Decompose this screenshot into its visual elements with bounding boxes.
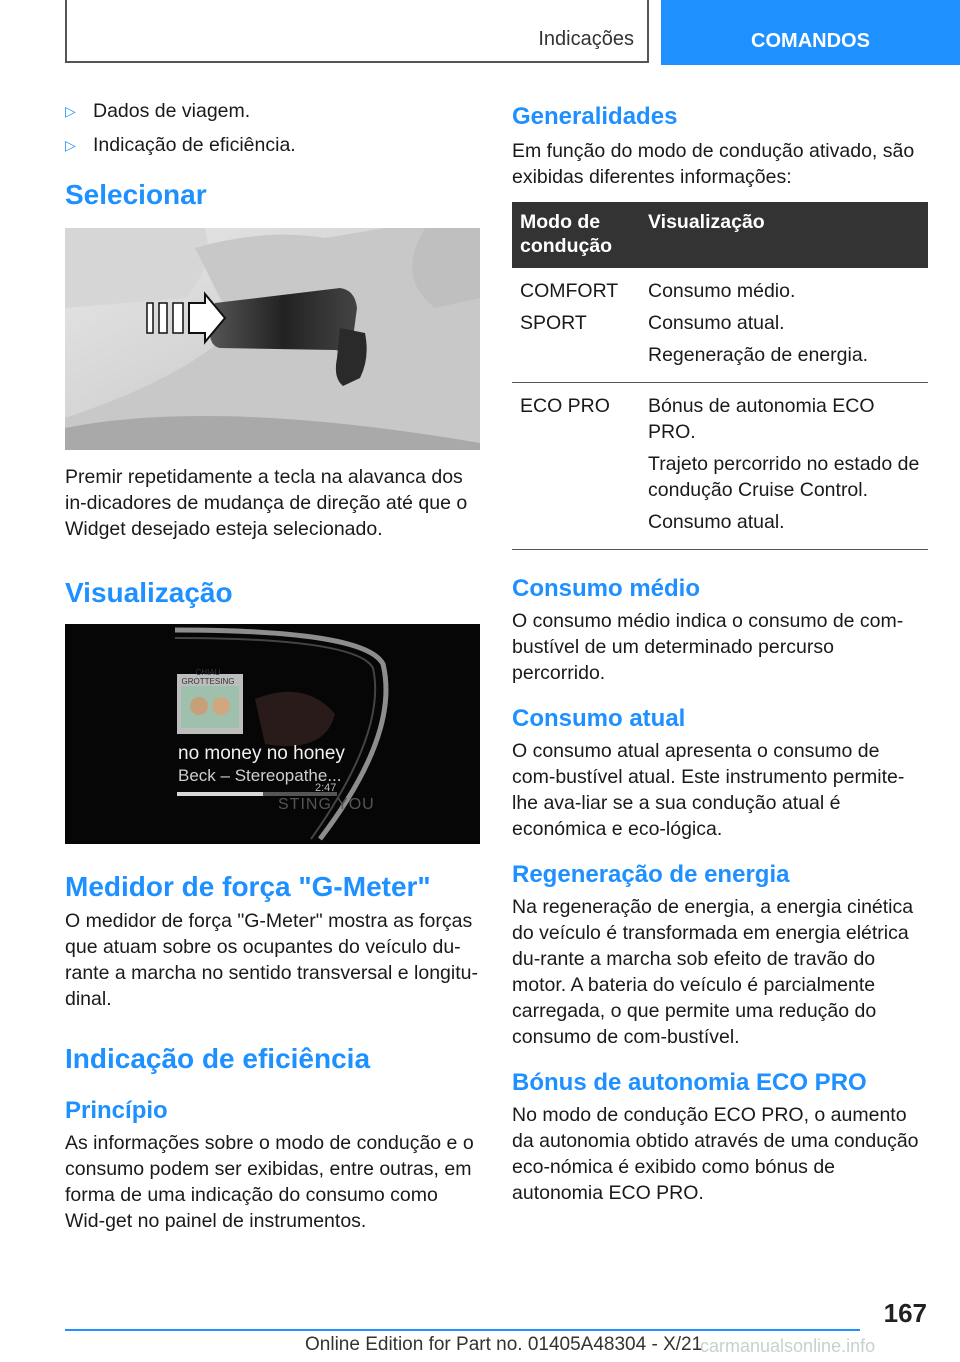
paragraph-regeneracao: Na regeneração de energia, a energia cinética do veículo é transformada em energia elétrica du-rante a marcha sob efeito de travão do motor. A bateria do veículo é parcialmente carregada, o que permite uma redução do consumo de com-bustível. xyxy=(512,896,914,1048)
paragraph-consumo-atual: O consumo atual apresenta o consumo de com-bustível atual. Este instrumento permite-lhe ava-liar se a sua condução atual é económica e eco-lógica. xyxy=(512,740,905,840)
left-column-lower xyxy=(65,870,480,1234)
paragraph-selecionar: Premir repetidamente a tecla na alavanca dos in-dicadores de mudança de direção até que o Widget desejado esteja selecionado. xyxy=(65,466,468,540)
mode-label: COMFORT xyxy=(520,280,619,302)
heading-selecionar: Selecionar xyxy=(65,179,207,210)
mode-label: SPORT xyxy=(520,312,587,334)
paragraph-principio: As informações sobre o modo de condução e o consumo podem ser exibidas, entre outras, em forma de uma indicação do consumo como Wid-get no painel de instrumentos. xyxy=(65,1132,474,1232)
display-time: 2:47 xyxy=(315,782,337,794)
table-cell-mode xyxy=(512,268,640,383)
display-cover-caption: STING YOU xyxy=(278,796,375,813)
header-section-title: Indicações xyxy=(538,28,634,50)
lever-illustration xyxy=(65,228,480,450)
table-row xyxy=(512,383,928,550)
display-artist: Beck – Stereopathe... xyxy=(178,766,342,785)
table-header-display: Visualização xyxy=(640,202,928,268)
bullet-text: Indicação de eficiência. xyxy=(93,134,296,156)
header-chapter-label: COMANDOS xyxy=(751,30,870,52)
table-cell-mode xyxy=(512,383,640,550)
bullet-item xyxy=(65,132,480,158)
heading-g-meter: Medidor de força "G-Meter" xyxy=(65,871,431,902)
table-cell-display xyxy=(640,383,928,550)
heading-bonus-eco-pro: Bónus de autonomia ECO PRO xyxy=(512,1069,867,1096)
heading-indicacao-eficiencia: Indicação de eficiência xyxy=(65,1043,371,1074)
display-item: Regeneração de energia. xyxy=(648,344,869,366)
driving-mode-table xyxy=(512,202,928,550)
triangle-bullet-icon: ▷ xyxy=(65,137,76,153)
turn-signal-lever-image xyxy=(65,228,480,450)
triangle-bullet-icon: ▷ xyxy=(65,103,76,119)
display-illustration xyxy=(65,624,480,844)
display-song-title: no money no honey xyxy=(178,743,345,764)
heading-regeneracao: Regeneração de energia xyxy=(512,861,790,888)
left-column xyxy=(65,98,480,844)
table-row xyxy=(512,268,928,383)
heading-visualizacao: Visualização xyxy=(65,577,233,608)
heading-generalidades: Generalidades xyxy=(512,103,678,130)
header-chapter-tab xyxy=(661,0,960,65)
right-column xyxy=(512,102,928,1206)
footer-edition: Online Edition for Part no. 01405A48304 - X/21 xyxy=(305,1334,703,1355)
display-item: Bónus de autonomia ECO PRO. xyxy=(648,395,875,443)
watermark: carmanualsonline.info xyxy=(700,1336,876,1356)
bullet-item xyxy=(65,98,480,124)
instrument-display-image xyxy=(65,624,480,844)
paragraph-g-meter: O medidor de força "G-Meter" mostra as forças que atuam sobre os ocupantes do veículo du-rante a marcha no sentido transversal e longitu-dinal. xyxy=(65,910,478,1010)
display-item: Trajeto percorrido no estado de condução Cruise Control. xyxy=(648,453,920,501)
page-number: 167 xyxy=(883,1298,927,1328)
album-cover-top-text: CHIAU GROTTESING xyxy=(181,668,235,686)
bullet-text: Dados de viagem. xyxy=(93,100,251,122)
paragraph-consumo-medio: O consumo médio indica o consumo de com-bustível de um determinado percurso percorrido. xyxy=(512,610,904,684)
paragraph-bonus-eco-pro: No modo de condução ECO PRO, o aumento da autonomia obtido através de uma condução eco-nómica é exibido como bónus de autonomia ECO PRO. xyxy=(512,1104,919,1204)
table-header-row xyxy=(512,202,928,268)
footer-divider xyxy=(65,1329,860,1331)
table-header-mode: Modo de condução xyxy=(512,202,640,268)
display-item: Consumo atual. xyxy=(648,511,785,533)
display-item: Consumo médio. xyxy=(648,280,796,302)
heading-consumo-medio: Consumo médio xyxy=(512,575,701,602)
mode-label: ECO PRO xyxy=(520,395,610,417)
display-item: Consumo atual. xyxy=(648,312,785,334)
heading-principio: Princípio xyxy=(65,1097,168,1124)
paragraph-generalidades: Em função do modo de condução ativado, são exibidas diferentes informações: xyxy=(512,140,915,188)
heading-consumo-atual: Consumo atual xyxy=(512,705,686,732)
table-cell-display xyxy=(640,268,928,383)
